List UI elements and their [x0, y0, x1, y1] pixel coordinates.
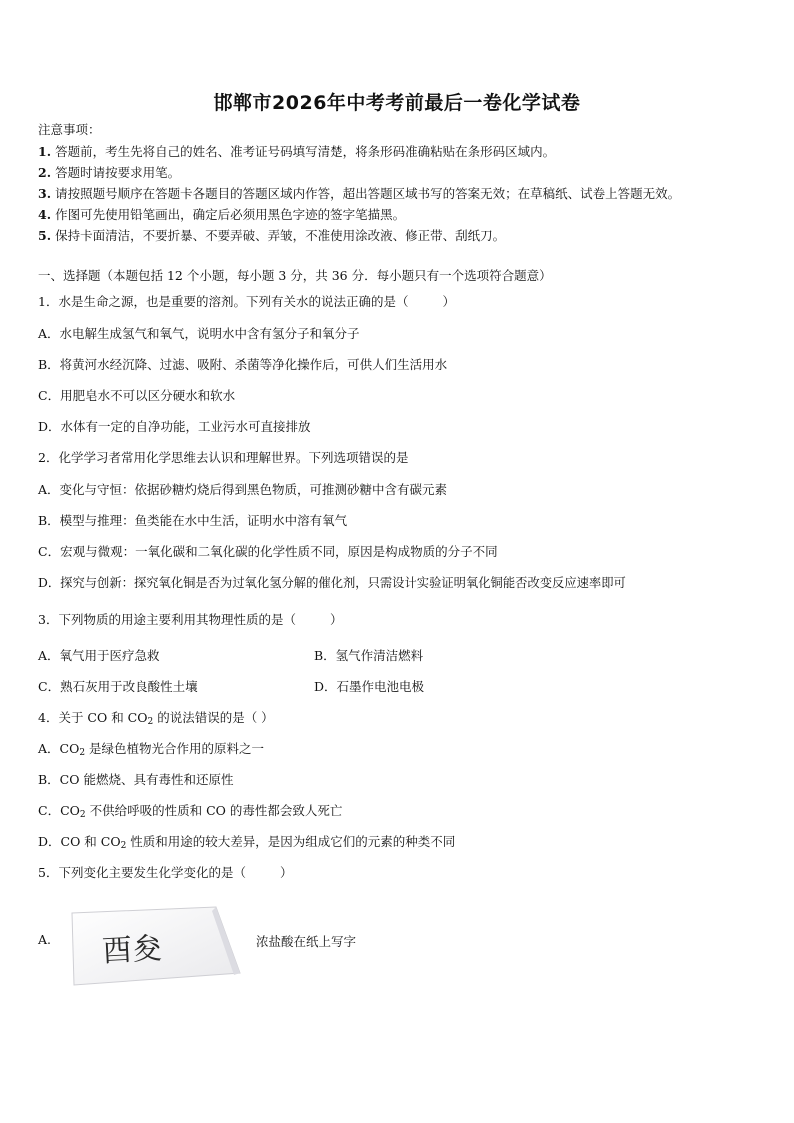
question-option: A．$CO_2$ 是绿色植物光合作用的原料之一	[38, 741, 265, 758]
page-title: 邯郸市2026年中考考前最后一卷化学试卷	[213, 92, 581, 114]
question-option: A．变化与守恒：依据砂糖灼烧后得到黑色物质，可推测砂糖中含有碳元素	[38, 482, 448, 497]
question-option: B．模型与推理：鱼类能在水中生活，证明水中溶有氧气	[38, 513, 348, 528]
question-option: D．水体有一定的自净功能，工业污水可直接排放	[38, 419, 311, 434]
question-option: C．熟石灰用于改良酸性土壤	[38, 679, 198, 694]
question-stem: 4．关于 CO 和 $CO_2$ 的说法错误的是（ ）	[38, 710, 274, 727]
question-stem: 1．水是生命之源，也是重要的溶剂。下列有关水的说法正确的是（ ）	[38, 294, 455, 309]
question-option: D．石墨作电池电极	[314, 679, 425, 694]
question-option: D．CO 和 $CO_2$ 性质和用途的较大差异，是因为组成它们的元素的种类不同	[38, 834, 456, 851]
question-option: B．CO 能燃烧、具有毒性和还原性	[38, 772, 234, 787]
question-option: C．$CO_2$ 不供给呼吸的性质和 CO 的毒性都会致人死亡	[38, 803, 343, 820]
note-item: 5. 保持卡面清洁，不要折暴、不要弄破、弄皱，不准使用涂改液、修正带、刮纸刀。	[38, 228, 506, 243]
question-stem: 3．下列物质的用途主要利用其物理性质的是（ ）	[38, 612, 343, 627]
note-item: 2. 答题时请按要求用笔。	[38, 165, 181, 180]
note-item: 3. 请按照题号顺序在答题卡各题目的答题区域内作答，超出答题区域书写的答案无效；在草稿纸、试卷上答题无效。	[38, 186, 681, 201]
question-option: C．宏观与微观：一氧化碳和二氧化碳的化学性质不同，原因是构成物质的分子不同	[38, 544, 498, 559]
question-stem: 5．下列变化主要发生化学变化的是（ ）	[38, 865, 293, 880]
section-heading: 一、选择题（本题包括 12 个小题，每小题 3 分，共 36 分．每小题只有一个选项符合题意）	[38, 268, 552, 283]
question-option: B．氢气作清洁燃料	[314, 648, 424, 663]
question-option: A．氧气用于医疗急救	[38, 648, 160, 663]
option-label: A.	[38, 932, 52, 947]
paper-writing-photo	[66, 903, 244, 987]
notes-heading: 注意事项：	[38, 122, 101, 137]
question-stem: 2．化学学习者常用化学思维去认识和理解世界。下列选项错误的是	[38, 450, 409, 465]
question-option: D．探究与创新：探究氧化铜是否为过氧化氢分解的催化剂，只需设计实验证明氧化铜能否改变反应速率即可	[38, 576, 626, 590]
question-option: B．将黄河水经沉降、过滤、吸附、杀菌等净化操作后，可供人们生活用水	[38, 357, 448, 372]
photo-handwriting: 酉夋	[101, 931, 163, 970]
note-item: 4. 作图可先使用铅笔画出，确定后必须用黑色字迹的签字笔描黑。	[38, 207, 406, 222]
option-text: 浓盐酸在纸上写字	[256, 934, 357, 949]
question-option: A．水电解生成氢气和氧气，说明水中含有氢分子和氧分子	[38, 326, 360, 341]
question-option: C．用肥皂水不可以区分硬水和软水	[38, 388, 236, 403]
note-item: 1. 答题前，考生先将自己的姓名、准考证号码填写清楚，将条形码准确粘贴在条形码区域内。	[38, 144, 556, 159]
